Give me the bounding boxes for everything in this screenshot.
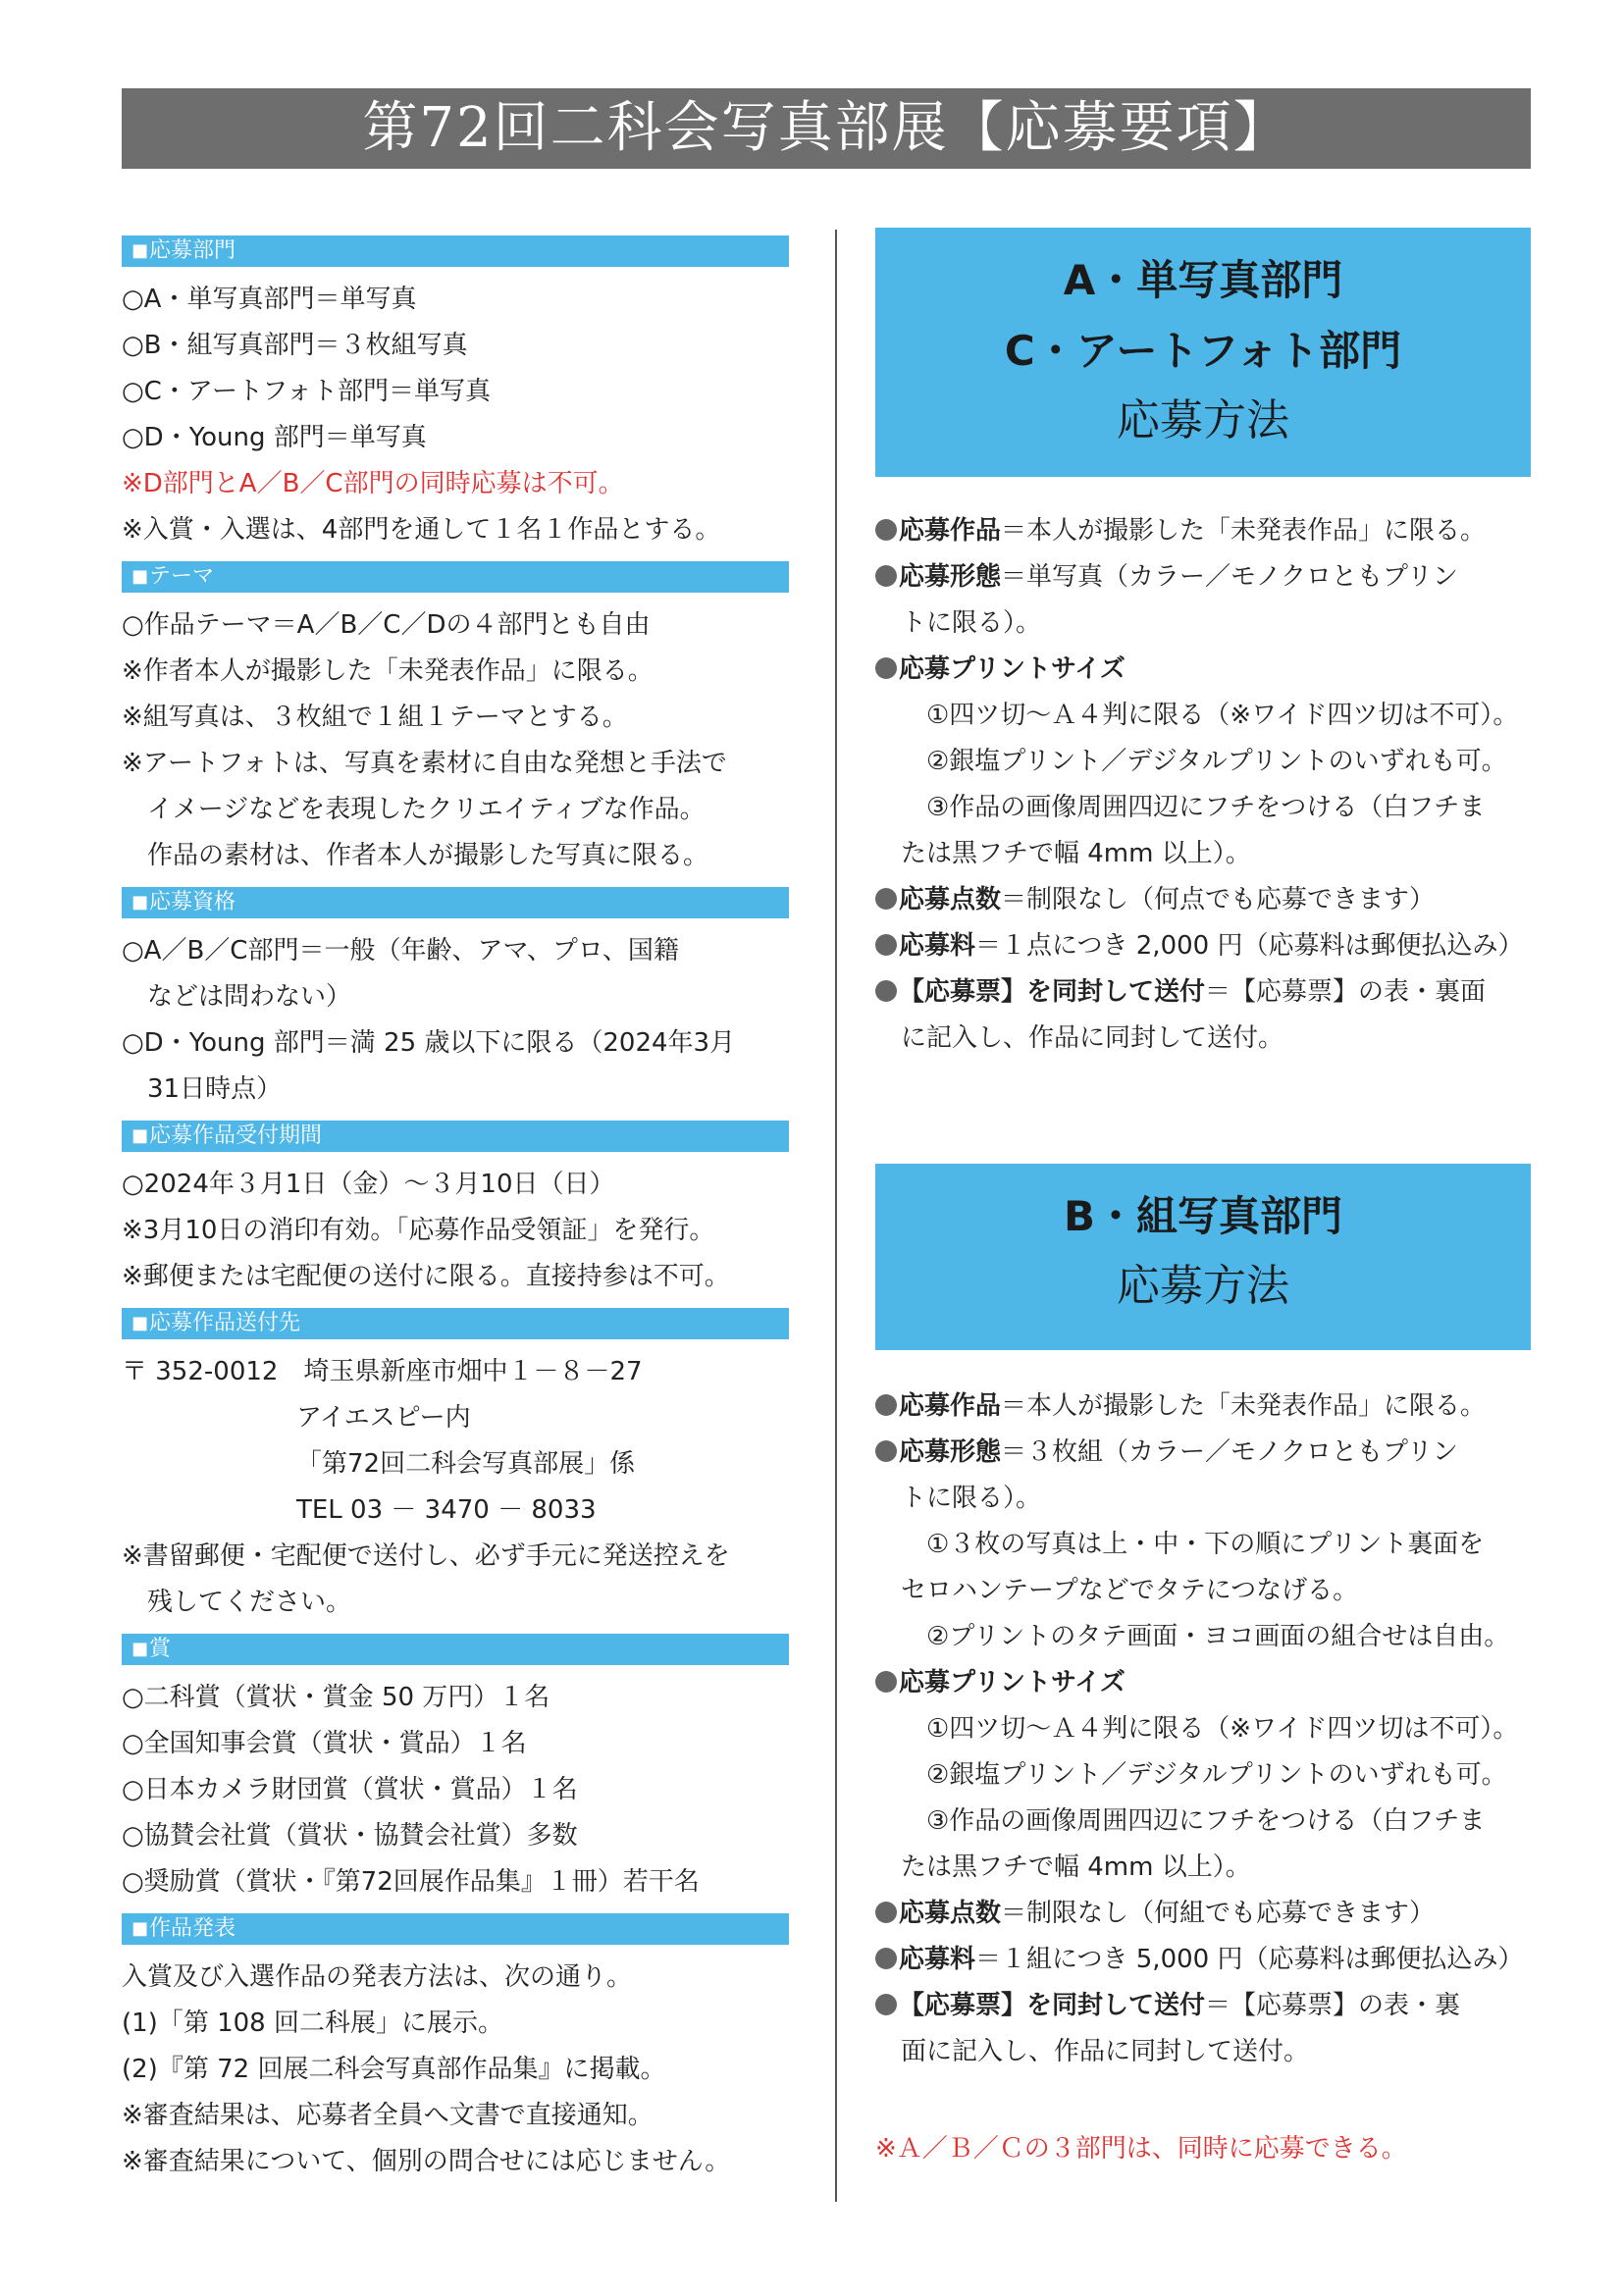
method-text: ＝制限なし（何点でも応募できます） [1001,885,1436,914]
section-line: ※入賞・入選は、4部門を通して１名１作品とする。 [122,515,721,545]
method-key: 応募点数 [899,885,1002,914]
section-line: などは問わない） [147,982,352,1012]
method-text: 面に記入し、作品に同封して送付。 [901,2037,1310,2066]
section-line: ○D・Young 部門＝単写真 [122,423,427,452]
section-line: ○A／B／C部門＝一般（年齢、アマ、プロ、国籍 [122,936,679,965]
section-header: ■ テーマ [122,561,789,593]
method-key: 応募料 [899,931,976,961]
method-line [875,1614,1531,1660]
method-line [875,877,1531,923]
section-line: ※アートフォトは、写真を素材に自由な発想と手法で [122,749,727,778]
bullet-dot-icon [875,519,897,541]
bullet-dot-icon [875,980,897,1002]
method-line [875,508,1531,554]
method-line [875,1522,1531,1568]
method-text: セロハンテープなどでタテにつなげる。 [901,1576,1359,1605]
box-a-c [875,228,1531,477]
method-line [875,1983,1531,2029]
method-text: ＝本人が撮影した「未発表作品」に限る。 [1001,1391,1487,1421]
section-line: ※審査結果は、応募者全員へ文書で直接通知。 [122,2101,654,2130]
right-column [875,228,1531,2165]
section-header: ■ 応募作品受付期間 [122,1121,789,1152]
method-text: トに限る）。 [901,608,1042,638]
left-column [122,228,789,2185]
method-line [875,785,1531,831]
box-b [875,1164,1531,1350]
section-line: 入賞及び入選作品の発表方法は、次の通り。 [122,1962,633,1992]
section-line: ○二科賞（賞状・賞金 50 万円）１名 [122,1683,550,1712]
section-line: ○A・単写真部門＝単写真 [122,285,417,314]
method-text: ②銀塩プリント／デジタルプリントのいずれも可。 [901,747,1507,776]
bullet-dot-icon [875,1671,897,1693]
section-line: ※組写真は、３枚組で１組１テーマとする。 [122,703,628,732]
method-line [875,1476,1531,1522]
section-line: (1)「第 108 回二科展」に展示。 [122,2009,503,2038]
section-line: ※郵便または宅配便の送付に限る。直接持参は不可。 [122,1262,730,1291]
box-a-c-line2: C・アートフォト部門 [1004,327,1402,375]
method-text: に記入し、作品に同封して送付。 [901,1023,1284,1053]
method-text: ＝【応募票】の表・裏 [1205,1991,1461,2020]
method-line [875,647,1531,693]
section-line: イメージなどを表現したクリエイティブな作品。 [147,795,706,824]
bullet-dot-icon [875,1394,897,1416]
method-text: ＝単写真（カラー／モノクロともプリン [1001,562,1458,592]
method-key: 応募形態 [899,1437,1002,1467]
section-line: TEL 03 － 3470 － 8033 [296,1495,597,1525]
section-line: ○C・アートフォト部門＝単写真 [122,377,491,406]
method-text: ③作品の画像周囲四辺にフチをつける（白フチま [901,793,1486,822]
column-divider [835,230,837,2202]
section-line: ○全国知事会賞（賞状・賞品）１名 [122,1729,527,1758]
method-line [875,1016,1531,1062]
section-line: ○日本カメラ財団賞（賞状・賞品）１名 [122,1775,578,1804]
method-line [875,1799,1531,1845]
method-line [875,693,1531,739]
section-header: ■ 応募部門 [122,235,789,267]
section-line: 作品の素材は、作者本人が撮影した写真に限る。 [147,841,709,870]
method-text: たは黒フチで幅 4mm 以上）。 [901,1852,1251,1882]
method-text: ①３枚の写真は上・中・下の順にプリント裏面を [901,1530,1485,1559]
section-line: ※3月10日の消印有効。「応募作品受領証」を発行。 [122,1216,715,1245]
section-line: アイエスピー内 [296,1403,471,1433]
method-line [875,969,1531,1016]
section-line: 「第72回二科会写真部展」係 [296,1449,636,1479]
section-line: ※作者本人が撮影した「未発表作品」に限る。 [122,656,654,686]
method-key: 【応募票】を同封して送付 [899,977,1206,1007]
method-key: 応募プリントサイズ [899,654,1126,684]
list-a-c [875,508,1531,1062]
bullet-dot-icon [875,565,897,587]
method-line [875,600,1531,647]
section-line: 残してください。 [147,1588,352,1617]
method-key: 応募料 [899,1945,976,1974]
method-key: 応募作品 [899,516,1002,546]
method-text: ②銀塩プリント／デジタルプリントのいずれも可。 [901,1760,1507,1790]
section-line: ※D部門とA／B／C部門の同時応募は不可。 [122,469,624,498]
method-text: ＝【応募票】の表・裏面 [1205,977,1487,1007]
method-line [875,923,1531,969]
section-header: ■ 応募作品送付先 [122,1308,789,1339]
method-line [875,1660,1531,1706]
bullet-dot-icon [875,934,897,956]
section-line: ○B・組写真部門＝３枚組写真 [122,331,468,360]
method-text: ＝本人が撮影した「未発表作品」に限る。 [1001,516,1487,546]
page-title: 第72回二科会写真部展【応募要項】 [122,88,1531,169]
method-line [875,2029,1531,2075]
method-key: 応募プリントサイズ [899,1668,1126,1697]
bullet-dot-icon [875,1902,897,1923]
list-b [875,1383,1531,2075]
method-text: トに限る）。 [901,1484,1042,1513]
method-line [875,1706,1531,1752]
box-b-line1: B・組写真部門 [1063,1192,1342,1240]
method-key: 【応募票】を同封して送付 [899,1991,1206,2020]
method-text: ＝１点につき 2,000 円（応募料は郵便払込み） [975,931,1524,961]
method-line [875,831,1531,877]
section-line: (2)『第 72 回展二科会写真部作品集』に掲載。 [122,2055,666,2084]
bullet-dot-icon [875,657,897,679]
method-key: 応募作品 [899,1391,1002,1421]
method-line [875,1383,1531,1430]
method-line [875,1937,1531,1983]
method-text: ①四ツ切～Ａ４判に限る（※ワイド四ツ切は不可）。 [901,1714,1519,1744]
section-line: ○奨励賞（賞状・『第72回展作品集』１冊）若干名 [122,1867,700,1897]
method-text: たは黒フチで幅 4mm 以上）。 [901,839,1251,868]
bullet-dot-icon [875,1994,897,2015]
section-line: ※書留郵便・宅配便で送付し、必ず手元に発送控えを [122,1541,730,1571]
box-a-c-subtitle: 応募方法 [1117,395,1289,445]
method-text: ＝制限なし（何組でも応募できます） [1001,1899,1436,1928]
method-line [875,1845,1531,1891]
simultaneous-note: ※Ａ／Ｂ／Ｃの３部門は、同時に応募できる。 [875,2134,1407,2164]
section-line: ○2024年３月1日（金）～３月10日（日） [122,1170,615,1199]
bullet-dot-icon [875,888,897,910]
method-text: ①四ツ切～Ａ４判に限る（※ワイド四ツ切は不可）。 [901,701,1519,730]
method-text: ＝１組につき 5,000 円（応募料は郵便払込み） [975,1945,1524,1974]
section-line: ○作品テーマ＝A／B／C／Dの４部門とも自由 [122,610,651,640]
section-line: ※審査結果について、個別の問合せには応じません。 [122,2147,731,2176]
section-line: ○D・Young 部門＝満 25 歳以下に限る（2024年3月 [122,1028,736,1058]
section-header: ■ 応募資格 [122,887,789,918]
method-text: ③作品の画像周囲四辺にフチをつける（白フチま [901,1806,1486,1836]
bullet-dot-icon [875,1440,897,1462]
method-text: ②プリントのタテ画面・ヨコ画面の組合せは自由。 [901,1622,1510,1651]
box-a-c-line1: A・単写真部門 [1063,256,1343,304]
method-text: ＝３枚組（カラー／モノクロともプリン [1001,1437,1458,1467]
section-line: 31日時点） [147,1074,283,1104]
box-b-subtitle: 応募方法 [1117,1261,1289,1311]
section-header: ■ 賞 [122,1634,789,1665]
section-line: ○協賛会社賞（賞状・協賛会社賞）多数 [122,1821,578,1851]
section-line: 〒 352-0012 埼玉県新座市畑中１－８－27 [122,1357,643,1386]
method-line [875,554,1531,600]
method-line [875,1752,1531,1799]
section-header: ■ 作品発表 [122,1913,789,1945]
method-line [875,1430,1531,1476]
method-line [875,1568,1531,1614]
method-line [875,739,1531,785]
bullet-dot-icon [875,1948,897,1969]
method-key: 応募形態 [899,562,1002,592]
method-line [875,1891,1531,1937]
method-key: 応募点数 [899,1899,1002,1928]
